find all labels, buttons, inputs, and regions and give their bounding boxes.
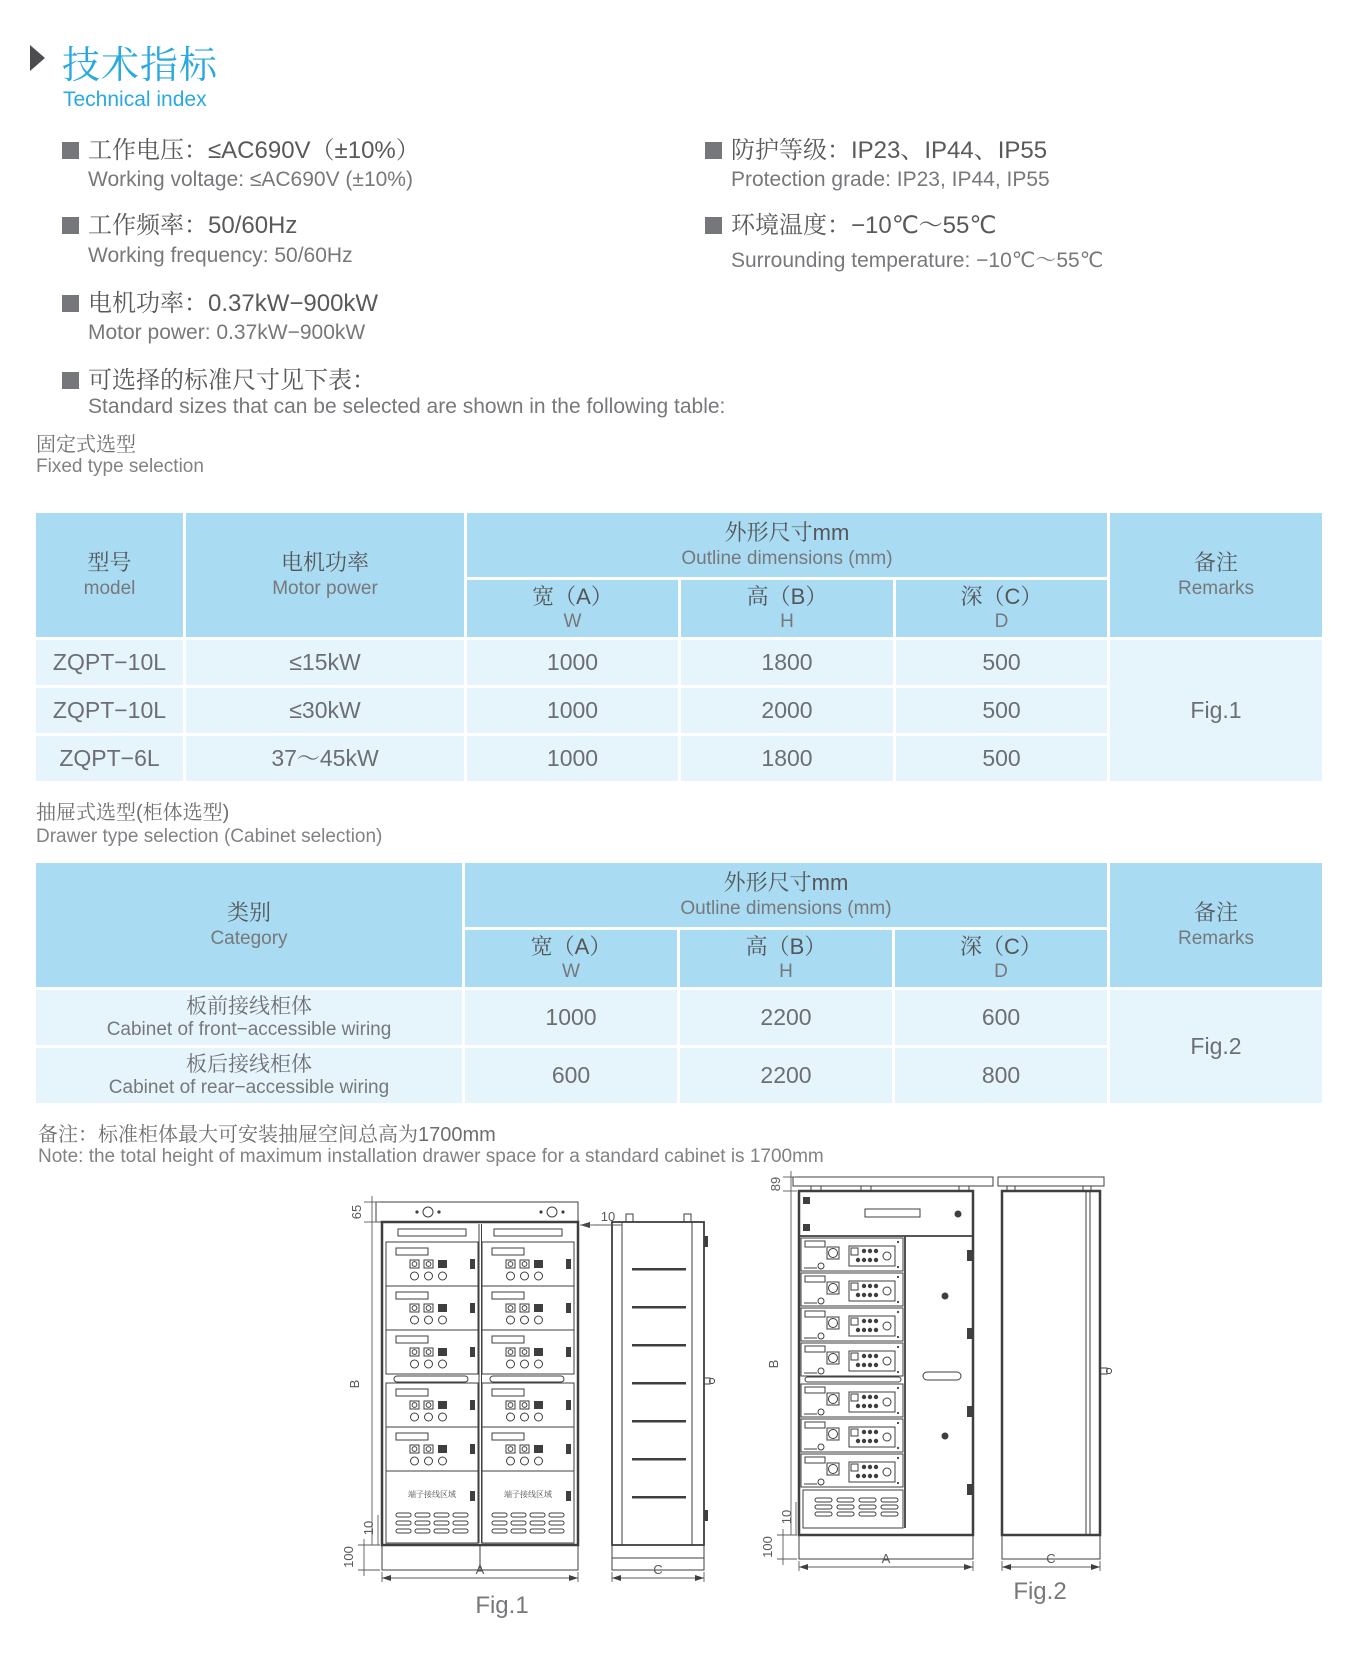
header-model-cn: 型号 bbox=[87, 550, 132, 576]
table-cell-model: ZQPT−6L bbox=[36, 736, 183, 781]
spec-working-voltage-cn: 工作电压：≤AC690V（±10%） bbox=[88, 137, 420, 164]
dimension-label: C bbox=[1046, 1551, 1056, 1566]
dimension-label: 100 bbox=[760, 1536, 775, 1558]
header-dims-en: Outline dimensions (mm) bbox=[681, 547, 893, 569]
category-en: Cabinet of front−accessible wiring bbox=[106, 1018, 392, 1040]
header-cell-remarks bbox=[1110, 863, 1322, 987]
category-cn: 板后接线柜体 bbox=[186, 1052, 312, 1076]
dimension-label: B bbox=[347, 1379, 362, 1389]
category-cn: 板前接线柜体 bbox=[186, 994, 312, 1018]
bullet-square-icon bbox=[705, 217, 722, 234]
bullet-square-icon bbox=[62, 372, 79, 389]
dimension-label: 65 bbox=[349, 1204, 364, 1220]
fig2-dimensions bbox=[760, 1171, 1100, 1571]
spec-working-frequency bbox=[62, 205, 297, 240]
fixed-table-section-title-en: Fixed type selection bbox=[36, 456, 204, 477]
header-category-en: Category bbox=[210, 927, 288, 949]
header-model-en: model bbox=[83, 577, 136, 599]
drawer-type-table bbox=[36, 863, 1322, 1103]
dimension-label: A bbox=[475, 1562, 485, 1577]
header-cell-depth bbox=[896, 580, 1107, 637]
dimension-label: A bbox=[881, 1551, 891, 1566]
table-cell-power: ≤15kW bbox=[186, 640, 464, 685]
bullet-square-icon bbox=[62, 295, 79, 312]
header-depth-cn: 深（C） bbox=[960, 583, 1043, 609]
spec-standard-sizes bbox=[62, 360, 376, 395]
fig2-side-view bbox=[998, 1177, 1112, 1559]
header-cell-remarks bbox=[1110, 513, 1322, 637]
spec-working-voltage bbox=[62, 130, 420, 165]
fixed-type-table bbox=[36, 513, 1322, 781]
fixed-table-section-title-cn: 固定式选型 bbox=[36, 434, 136, 456]
spec-protection-grade-cn: 防护等级：IP23、IP44、IP55 bbox=[731, 137, 1048, 164]
header-remarks-en: Remarks bbox=[1177, 927, 1254, 949]
table-cell-width: 600 bbox=[465, 1048, 677, 1103]
table-cell-depth: 500 bbox=[896, 640, 1107, 685]
bullet-square-icon bbox=[62, 142, 79, 159]
page-subtitle: Technical index bbox=[63, 88, 207, 111]
table-cell-depth: 600 bbox=[895, 990, 1107, 1045]
header-dims-en: Outline dimensions (mm) bbox=[680, 897, 892, 919]
fig1-front-view bbox=[376, 1202, 578, 1570]
dimension-label: 89 bbox=[768, 1176, 783, 1192]
fig2-front-view bbox=[793, 1177, 993, 1559]
dimension-label: 100 bbox=[341, 1546, 356, 1568]
table-cell-category bbox=[36, 990, 462, 1045]
spec-protection-grade bbox=[705, 130, 1047, 165]
header-dims-cn: 外形尺寸mm bbox=[723, 870, 849, 896]
spec-working-frequency-cn: 工作频率：50/60Hz bbox=[88, 212, 298, 239]
table-cell-height: 2200 bbox=[680, 1048, 892, 1103]
spec-surrounding-temperature-en: Surrounding temperature: −10℃～55℃ bbox=[731, 249, 1104, 272]
bullet-square-icon bbox=[62, 217, 79, 234]
header-width-en: W bbox=[562, 961, 580, 983]
spec-working-frequency-en: Working frequency: 50/60Hz bbox=[88, 244, 353, 267]
table-cell-model: ZQPT−10L bbox=[36, 688, 183, 733]
header-height-en: H bbox=[779, 961, 793, 983]
fig2-drawing bbox=[715, 1140, 1135, 1590]
table-cell-power: 37～45kW bbox=[186, 736, 464, 781]
fig1-drawing: 端子接线区域 65 B 10 100 10 A C bbox=[340, 1150, 740, 1590]
table-cell-depth: 800 bbox=[895, 1048, 1107, 1103]
table-cell-category bbox=[36, 1048, 462, 1103]
table-cell-height: 1800 bbox=[681, 640, 893, 685]
header-power-cn: 电机功率 bbox=[280, 550, 369, 576]
table-cell-figure-reference: Fig.2 bbox=[1110, 990, 1322, 1103]
spec-motor-power-cn: 电机功率：0.37kW−900kW bbox=[88, 290, 379, 317]
header-depth-cn: 深（C） bbox=[960, 933, 1042, 959]
header-width-cn: 宽（A） bbox=[532, 583, 613, 609]
spec-standard-sizes-en: Standard sizes that can be selected are shown in the following table: bbox=[88, 395, 726, 418]
table-cell-width: 1000 bbox=[467, 736, 678, 781]
spec-surrounding-temperature-cn: 环境温度：−10℃～55℃ bbox=[731, 212, 997, 239]
table-cell-width: 1000 bbox=[467, 688, 678, 733]
header-cell-width bbox=[467, 580, 678, 637]
dimension-label: 10 bbox=[779, 1509, 794, 1525]
header-depth-en: D bbox=[994, 961, 1008, 983]
header-remarks-en: Remarks bbox=[1177, 577, 1254, 599]
table-cell-power: ≤30kW bbox=[186, 688, 464, 733]
header-cell-category bbox=[36, 863, 462, 987]
header-cell-depth bbox=[895, 930, 1107, 987]
header-height-en: H bbox=[780, 611, 794, 633]
bullet-square-icon bbox=[705, 142, 722, 159]
dimension-label: C bbox=[653, 1562, 663, 1577]
spec-motor-power bbox=[62, 283, 378, 318]
header-cell-width bbox=[465, 930, 677, 987]
drawer-table-section-title-cn: 抽屉式选型(柜体选型) bbox=[36, 802, 230, 824]
section-arrow-icon bbox=[30, 45, 45, 71]
header-cell-outline-dimensions bbox=[467, 513, 1107, 577]
header-height-cn: 高（B） bbox=[746, 583, 828, 609]
spec-standard-sizes-cn: 可选择的标准尺寸见下表： bbox=[88, 367, 376, 394]
fig1-caption: Fig.1 bbox=[475, 1592, 529, 1619]
dimension-label: 10 bbox=[600, 1209, 616, 1224]
page-title: 技术指标 bbox=[62, 45, 219, 87]
header-dims-cn: 外形尺寸mm bbox=[724, 520, 850, 546]
header-cell-height bbox=[680, 930, 892, 987]
spec-surrounding-temperature bbox=[705, 205, 996, 240]
header-cell-model bbox=[36, 513, 183, 637]
table-cell-depth: 500 bbox=[896, 736, 1107, 781]
header-cell-height bbox=[681, 580, 893, 637]
table-cell-width: 1000 bbox=[465, 990, 677, 1045]
header-depth-en: D bbox=[994, 611, 1009, 633]
header-remarks-cn: 备注 bbox=[1193, 550, 1238, 576]
header-category-cn: 类别 bbox=[226, 900, 271, 926]
table-cell-width: 1000 bbox=[467, 640, 678, 685]
fig2-caption: Fig.2 bbox=[1013, 1578, 1067, 1605]
footnote-en: Note: the total height of maximum installation drawer space for a standard cabinet is 1700mm bbox=[38, 1146, 824, 1167]
dimension-label: B bbox=[766, 1359, 781, 1369]
footnote-cn: 备注：标准柜体最大可安装抽屉空间总高为1700mm bbox=[38, 1124, 496, 1146]
header-width-cn: 宽（A） bbox=[530, 933, 612, 959]
table-cell-height: 2200 bbox=[680, 990, 892, 1045]
dimension-label: 10 bbox=[361, 1520, 376, 1536]
spec-protection-grade-en: Protection grade: IP23, IP44, IP55 bbox=[731, 168, 1050, 191]
table-cell-height: 1800 bbox=[681, 736, 893, 781]
table-cell-height: 2000 bbox=[681, 688, 893, 733]
header-height-cn: 高（B） bbox=[745, 933, 827, 959]
table-cell-figure-reference: Fig.1 bbox=[1110, 640, 1322, 781]
table-cell-model: ZQPT−10L bbox=[36, 640, 183, 685]
header-remarks-cn: 备注 bbox=[1193, 900, 1238, 926]
drawer-table-section-title-en: Drawer type selection (Cabinet selection) bbox=[36, 826, 383, 847]
header-width-en: W bbox=[563, 611, 582, 633]
table-cell-depth: 500 bbox=[896, 688, 1107, 733]
category-en: Cabinet of rear−accessible wiring bbox=[108, 1076, 390, 1098]
spec-working-voltage-en: Working voltage: ≤AC690V (±10%) bbox=[88, 168, 413, 191]
header-cell-outline-dimensions bbox=[465, 863, 1107, 927]
fig1-side-view bbox=[612, 1214, 715, 1570]
header-power-en: Motor power bbox=[272, 577, 378, 599]
spec-motor-power-en: Motor power: 0.37kW−900kW bbox=[88, 321, 366, 344]
header-cell-motor-power bbox=[186, 513, 464, 637]
